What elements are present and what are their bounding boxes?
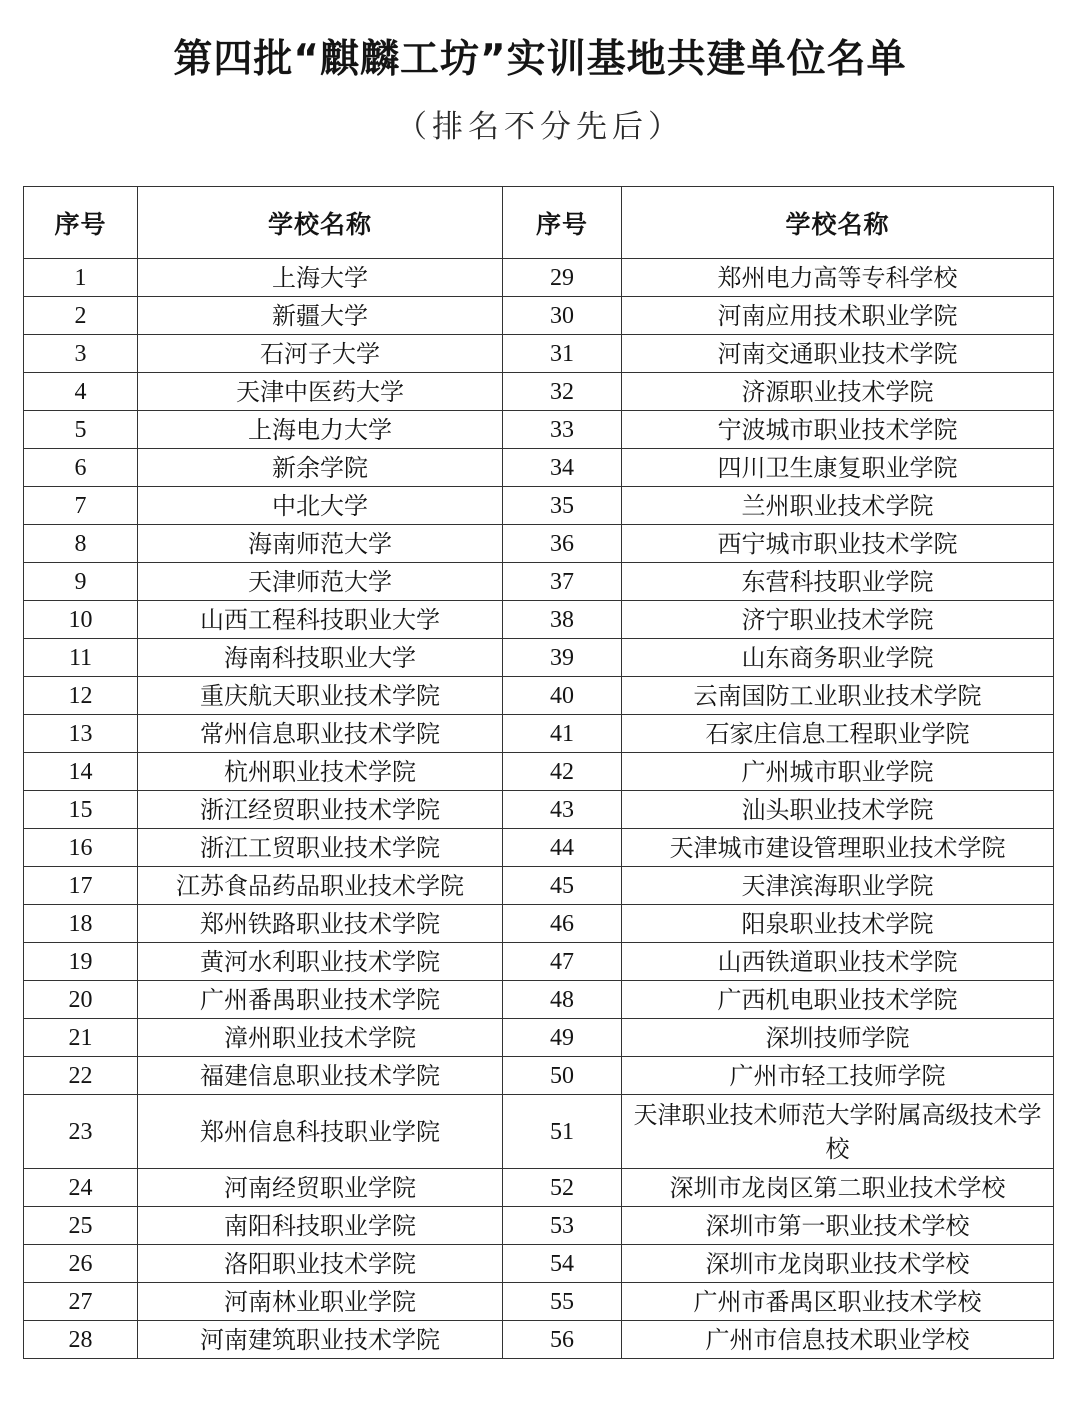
school-name-cell: 中北大学 bbox=[138, 487, 503, 525]
seq-cell: 56 bbox=[503, 1321, 622, 1359]
school-name-cell: 广州城市职业学院 bbox=[622, 753, 1054, 791]
school-name-cell: 海南科技职业大学 bbox=[138, 639, 503, 677]
school-name-cell: 东营科技职业学院 bbox=[622, 563, 1054, 601]
seq-cell: 52 bbox=[503, 1169, 622, 1207]
table-row bbox=[24, 601, 1054, 639]
school-name-cell: 河南林业职业学院 bbox=[138, 1283, 503, 1321]
school-name-cell: 洛阳职业技术学院 bbox=[138, 1245, 503, 1283]
header-name-right: 学校名称 bbox=[622, 187, 1054, 259]
seq-cell: 22 bbox=[24, 1057, 138, 1095]
school-name-cell: 天津中医药大学 bbox=[138, 373, 503, 411]
school-name-cell: 上海电力大学 bbox=[138, 411, 503, 449]
table-row bbox=[24, 1095, 1054, 1169]
seq-cell: 15 bbox=[24, 791, 138, 829]
table-row bbox=[24, 487, 1054, 525]
seq-cell: 29 bbox=[503, 259, 622, 297]
table-header-row bbox=[24, 187, 1054, 259]
table-row bbox=[24, 943, 1054, 981]
seq-cell: 21 bbox=[24, 1019, 138, 1057]
school-name-cell: 新疆大学 bbox=[138, 297, 503, 335]
table-row bbox=[24, 829, 1054, 867]
seq-cell: 8 bbox=[24, 525, 138, 563]
seq-cell: 19 bbox=[24, 943, 138, 981]
seq-cell: 24 bbox=[24, 1169, 138, 1207]
seq-cell: 14 bbox=[24, 753, 138, 791]
table-row bbox=[24, 373, 1054, 411]
seq-cell: 6 bbox=[24, 449, 138, 487]
school-name-cell: 深圳市龙岗职业技术学校 bbox=[622, 1245, 1054, 1283]
header-seq-right: 序号 bbox=[503, 187, 622, 259]
table-body bbox=[24, 259, 1054, 1359]
seq-cell: 28 bbox=[24, 1321, 138, 1359]
table-row bbox=[24, 1207, 1054, 1245]
seq-cell: 3 bbox=[24, 335, 138, 373]
table-row bbox=[24, 677, 1054, 715]
header-name-left: 学校名称 bbox=[138, 187, 503, 259]
seq-cell: 50 bbox=[503, 1057, 622, 1095]
school-name-cell: 上海大学 bbox=[138, 259, 503, 297]
school-name-cell: 天津职业技术师范大学附属高级技术学校 bbox=[622, 1095, 1054, 1169]
school-name-cell: 深圳技师学院 bbox=[622, 1019, 1054, 1057]
seq-cell: 17 bbox=[24, 867, 138, 905]
seq-cell: 55 bbox=[503, 1283, 622, 1321]
school-list-table bbox=[23, 186, 1054, 1359]
seq-cell: 40 bbox=[503, 677, 622, 715]
school-name-cell: 常州信息职业技术学院 bbox=[138, 715, 503, 753]
table-row bbox=[24, 639, 1054, 677]
seq-cell: 16 bbox=[24, 829, 138, 867]
seq-cell: 12 bbox=[24, 677, 138, 715]
school-name-cell: 河南建筑职业技术学院 bbox=[138, 1321, 503, 1359]
seq-cell: 2 bbox=[24, 297, 138, 335]
seq-cell: 13 bbox=[24, 715, 138, 753]
seq-cell: 32 bbox=[503, 373, 622, 411]
school-name-cell: 福建信息职业技术学院 bbox=[138, 1057, 503, 1095]
school-name-cell: 石河子大学 bbox=[138, 335, 503, 373]
school-name-cell: 济宁职业技术学院 bbox=[622, 601, 1054, 639]
seq-cell: 44 bbox=[503, 829, 622, 867]
school-name-cell: 海南师范大学 bbox=[138, 525, 503, 563]
seq-cell: 36 bbox=[503, 525, 622, 563]
seq-cell: 49 bbox=[503, 1019, 622, 1057]
school-name-cell: 浙江经贸职业技术学院 bbox=[138, 791, 503, 829]
school-name-cell: 广州市轻工技师学院 bbox=[622, 1057, 1054, 1095]
seq-cell: 33 bbox=[503, 411, 622, 449]
school-name-cell: 济源职业技术学院 bbox=[622, 373, 1054, 411]
table-row bbox=[24, 867, 1054, 905]
seq-cell: 7 bbox=[24, 487, 138, 525]
table-row bbox=[24, 411, 1054, 449]
table-row bbox=[24, 1019, 1054, 1057]
page-title: 第四批“麒麟工坊”实训基地共建单位名单 bbox=[173, 37, 907, 82]
table-row bbox=[24, 525, 1054, 563]
table-row bbox=[24, 1169, 1054, 1207]
seq-cell: 54 bbox=[503, 1245, 622, 1283]
school-name-cell: 广西机电职业技术学院 bbox=[622, 981, 1054, 1019]
seq-cell: 18 bbox=[24, 905, 138, 943]
school-name-cell: 山东商务职业学院 bbox=[622, 639, 1054, 677]
table-row bbox=[24, 1245, 1054, 1283]
seq-cell: 51 bbox=[503, 1095, 622, 1169]
school-name-cell: 郑州信息科技职业学院 bbox=[138, 1095, 503, 1169]
seq-cell: 48 bbox=[503, 981, 622, 1019]
seq-cell: 38 bbox=[503, 601, 622, 639]
seq-cell: 42 bbox=[503, 753, 622, 791]
table-row bbox=[24, 905, 1054, 943]
table-row bbox=[24, 1321, 1054, 1359]
school-name-cell: 深圳市第一职业技术学校 bbox=[622, 1207, 1054, 1245]
table-row bbox=[24, 259, 1054, 297]
seq-cell: 43 bbox=[503, 791, 622, 829]
seq-cell: 41 bbox=[503, 715, 622, 753]
school-name-cell: 石家庄信息工程职业学院 bbox=[622, 715, 1054, 753]
table-row bbox=[24, 297, 1054, 335]
seq-cell: 26 bbox=[24, 1245, 138, 1283]
seq-cell: 37 bbox=[503, 563, 622, 601]
school-name-cell: 四川卫生康复职业学院 bbox=[622, 449, 1054, 487]
school-name-cell: 宁波城市职业技术学院 bbox=[622, 411, 1054, 449]
page-subtitle: （排名不分先后） bbox=[396, 109, 684, 145]
seq-cell: 5 bbox=[24, 411, 138, 449]
seq-cell: 53 bbox=[503, 1207, 622, 1245]
school-name-cell: 新余学院 bbox=[138, 449, 503, 487]
seq-cell: 47 bbox=[503, 943, 622, 981]
seq-cell: 23 bbox=[24, 1095, 138, 1169]
seq-cell: 10 bbox=[24, 601, 138, 639]
seq-cell: 31 bbox=[503, 335, 622, 373]
school-name-cell: 江苏食品药品职业技术学院 bbox=[138, 867, 503, 905]
school-name-cell: 郑州铁路职业技术学院 bbox=[138, 905, 503, 943]
school-name-cell: 广州市番禺区职业技术学校 bbox=[622, 1283, 1054, 1321]
seq-cell: 1 bbox=[24, 259, 138, 297]
seq-cell: 4 bbox=[24, 373, 138, 411]
seq-cell: 27 bbox=[24, 1283, 138, 1321]
school-name-cell: 广州番禺职业技术学院 bbox=[138, 981, 503, 1019]
seq-cell: 39 bbox=[503, 639, 622, 677]
school-name-cell: 山西铁道职业技术学院 bbox=[622, 943, 1054, 981]
school-name-cell: 汕头职业技术学院 bbox=[622, 791, 1054, 829]
table-row bbox=[24, 715, 1054, 753]
seq-cell: 30 bbox=[503, 297, 622, 335]
table-row bbox=[24, 1283, 1054, 1321]
table-row bbox=[24, 449, 1054, 487]
header-seq-left: 序号 bbox=[24, 187, 138, 259]
seq-cell: 25 bbox=[24, 1207, 138, 1245]
table-row bbox=[24, 1057, 1054, 1095]
seq-cell: 35 bbox=[503, 487, 622, 525]
school-name-cell: 黄河水利职业技术学院 bbox=[138, 943, 503, 981]
school-name-cell: 天津滨海职业学院 bbox=[622, 867, 1054, 905]
school-name-cell: 山西工程科技职业大学 bbox=[138, 601, 503, 639]
school-name-cell: 重庆航天职业技术学院 bbox=[138, 677, 503, 715]
school-name-cell: 天津城市建设管理职业技术学院 bbox=[622, 829, 1054, 867]
table-row bbox=[24, 335, 1054, 373]
school-name-cell: 浙江工贸职业技术学院 bbox=[138, 829, 503, 867]
school-name-cell: 阳泉职业技术学院 bbox=[622, 905, 1054, 943]
school-name-cell: 西宁城市职业技术学院 bbox=[622, 525, 1054, 563]
school-name-cell: 河南应用技术职业学院 bbox=[622, 297, 1054, 335]
school-name-cell: 杭州职业技术学院 bbox=[138, 753, 503, 791]
seq-cell: 20 bbox=[24, 981, 138, 1019]
school-name-cell: 河南经贸职业学院 bbox=[138, 1169, 503, 1207]
seq-cell: 46 bbox=[503, 905, 622, 943]
table-row bbox=[24, 753, 1054, 791]
school-name-cell: 天津师范大学 bbox=[138, 563, 503, 601]
school-name-cell: 河南交通职业技术学院 bbox=[622, 335, 1054, 373]
table-row bbox=[24, 791, 1054, 829]
school-name-cell: 漳州职业技术学院 bbox=[138, 1019, 503, 1057]
seq-cell: 45 bbox=[503, 867, 622, 905]
table-row bbox=[24, 563, 1054, 601]
seq-cell: 11 bbox=[24, 639, 138, 677]
school-name-cell: 南阳科技职业学院 bbox=[138, 1207, 503, 1245]
school-name-cell: 郑州电力高等专科学校 bbox=[622, 259, 1054, 297]
seq-cell: 9 bbox=[24, 563, 138, 601]
seq-cell: 34 bbox=[503, 449, 622, 487]
school-name-cell: 广州市信息技术职业学校 bbox=[622, 1321, 1054, 1359]
school-name-cell: 云南国防工业职业技术学院 bbox=[622, 677, 1054, 715]
school-name-cell: 深圳市龙岗区第二职业技术学校 bbox=[622, 1169, 1054, 1207]
school-name-cell: 兰州职业技术学院 bbox=[622, 487, 1054, 525]
table-row bbox=[24, 981, 1054, 1019]
